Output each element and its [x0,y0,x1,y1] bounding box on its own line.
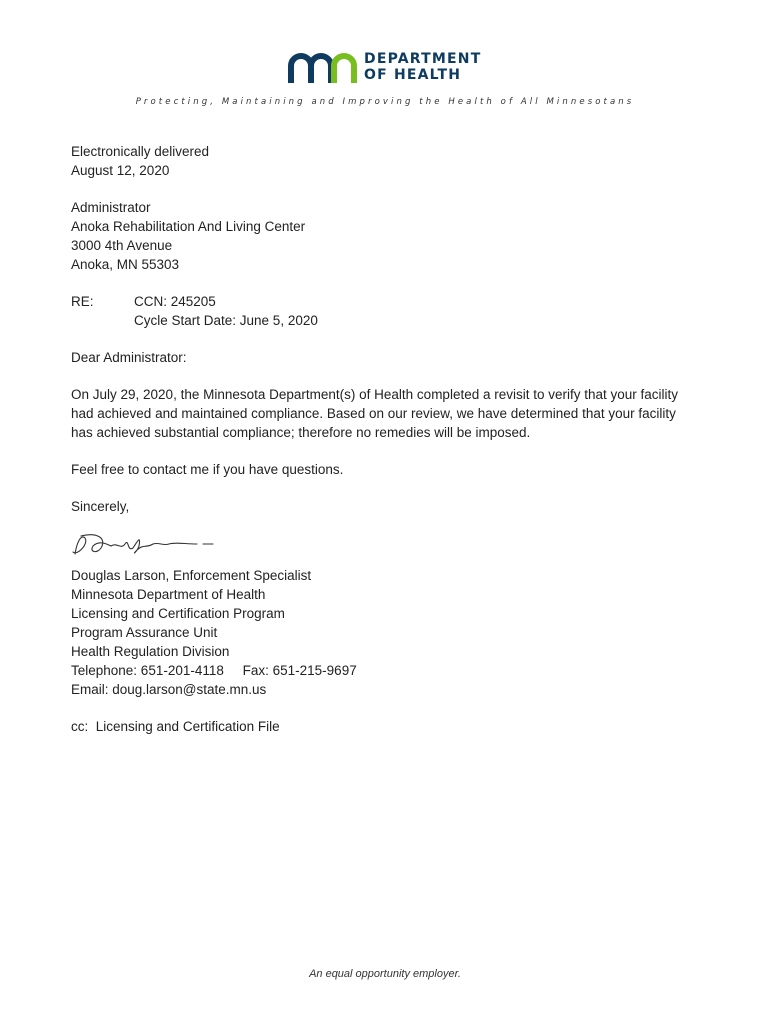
logo-wordmark [364,51,481,83]
department-logo [288,50,488,86]
logo-line-1: DEPARTMENT [364,51,482,67]
re-line: CCN: 245205 [134,294,216,309]
signature-line: Minnesota Department of Health [71,587,266,602]
recipient-line: Anoka, MN 55303 [71,257,180,272]
mn-logo-icon [288,52,358,84]
signature-email: Email: doug.larson@state.mn.us [71,682,267,697]
contact-paragraph: Feel free to contact me if you have questions. [71,462,344,477]
recipient-line: 3000 4th Avenue [71,238,173,253]
closing: Sincerely, [71,499,130,514]
letter-body [71,142,711,736]
signature-line: Telephone: 651-201-4118 Fax: 651-215-9697 [71,663,357,678]
signature-line: Douglas Larson, Enforcement Specialist [71,568,312,583]
handwritten-signature [67,522,217,562]
signature-line: Health Regulation Division [71,644,230,659]
recipient-line: Administrator [71,200,151,215]
re-label: RE: [71,294,94,309]
paragraph-line: had achieved and maintained compliance. Based on our review, we have determined that your facility [71,406,676,421]
letter-date: August 12, 2020 [71,163,170,178]
recipient-line: Anoka Rehabilitation And Living Center [71,219,306,234]
re-line: Cycle Start Date: June 5, 2020 [134,313,318,328]
signature-line: Program Assurance Unit [71,625,218,640]
delivery-method: Electronically delivered [71,144,210,159]
cc-line: cc: Licensing and Certification File [71,719,280,734]
paragraph-line: has achieved substantial compliance; therefore no remedies will be imposed. [71,425,531,440]
salutation: Dear Administrator: [71,350,187,365]
tagline: Protecting, Maintaining and Improving the Health of All Minnesotans [135,97,635,107]
signature-line: Licensing and Certification Program [71,606,285,621]
re-block [71,292,711,330]
logo-line-2: OF HEALTH [364,67,462,83]
paragraph-line: On July 29, 2020, the Minnesota Department(s) of Health completed a revisit to verify that your facility [71,387,679,402]
footer-text: An equal opportunity employer. [309,968,461,980]
